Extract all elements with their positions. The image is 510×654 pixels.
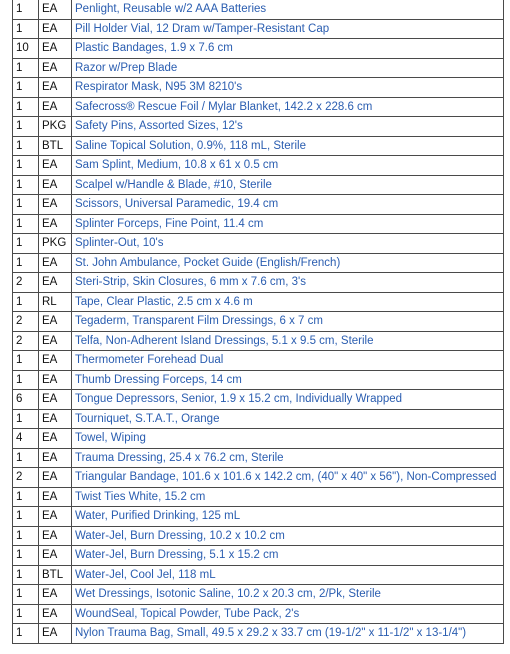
unit-cell: EA — [39, 19, 72, 39]
table-row — [13, 175, 504, 195]
unit-cell: EA — [39, 175, 72, 195]
item-link[interactable]: Steri-Strip, Skin Closures, 6 mm x 7.6 cm, 3's — [75, 276, 306, 289]
table-row — [13, 78, 504, 98]
quantity-cell: 1 — [13, 78, 39, 98]
quantity-cell: 1 — [13, 565, 39, 585]
unit-cell: EA — [39, 487, 72, 507]
unit-cell: BTL — [39, 565, 72, 585]
item-link[interactable]: Water-Jel, Burn Dressing, 5.1 x 15.2 cm — [75, 549, 279, 562]
item-link[interactable]: Scissors, Universal Paramedic, 19.4 cm — [75, 198, 279, 211]
quantity-cell: 1 — [13, 370, 39, 390]
unit-cell: EA — [39, 507, 72, 527]
table-row — [13, 370, 504, 390]
description-cell — [72, 409, 504, 429]
table-row — [13, 156, 504, 176]
item-link[interactable]: Water-Jel, Cool Jel, 118 mL — [75, 568, 216, 581]
quantity-cell: 6 — [13, 390, 39, 410]
unit-cell: EA — [39, 624, 72, 644]
description-cell — [72, 546, 504, 566]
quantity-cell: 1 — [13, 0, 39, 19]
description-cell — [72, 604, 504, 624]
item-link[interactable]: Wet Dressings, Isotonic Saline, 10.2 x 20.3 cm, 2/Pk, Sterile — [75, 588, 381, 601]
table-row — [13, 585, 504, 605]
quantity-cell: 4 — [13, 429, 39, 449]
table-row — [13, 565, 504, 585]
unit-cell: PKG — [39, 234, 72, 254]
table-row — [13, 604, 504, 624]
table-row — [13, 292, 504, 312]
table-row — [13, 624, 504, 644]
table-row — [13, 409, 504, 429]
description-cell — [72, 468, 504, 488]
description-cell — [72, 234, 504, 254]
table-row — [13, 39, 504, 59]
item-link[interactable]: St. John Ambulance, Pocket Guide (English/French) — [75, 256, 341, 269]
item-link[interactable]: Penlight, Reusable w/2 AAA Batteries — [75, 3, 267, 16]
item-link[interactable]: Sam Splint, Medium, 10.8 x 61 x 0.5 cm — [75, 159, 279, 172]
unit-cell: BTL — [39, 136, 72, 156]
table-row — [13, 468, 504, 488]
item-link[interactable]: Safety Pins, Assorted Sizes, 12's — [75, 120, 243, 133]
item-link[interactable]: Tegaderm, Transparent Film Dressings, 6 x 7 cm — [75, 315, 323, 328]
description-cell — [72, 117, 504, 137]
quantity-cell: 1 — [13, 292, 39, 312]
quantity-cell: 1 — [13, 526, 39, 546]
item-link[interactable]: Water-Jel, Burn Dressing, 10.2 x 10.2 cm — [75, 529, 285, 542]
table-row — [13, 546, 504, 566]
item-link[interactable]: Twist Ties White, 15.2 cm — [75, 490, 206, 503]
description-cell — [72, 39, 504, 59]
quantity-cell: 1 — [13, 97, 39, 117]
description-cell — [72, 78, 504, 98]
table-row — [13, 195, 504, 215]
quantity-cell: 1 — [13, 214, 39, 234]
description-cell — [72, 585, 504, 605]
description-cell — [72, 136, 504, 156]
description-cell — [72, 195, 504, 215]
quantity-cell: 1 — [13, 507, 39, 527]
unit-cell: EA — [39, 409, 72, 429]
quantity-cell: 1 — [13, 604, 39, 624]
quantity-cell: 1 — [13, 136, 39, 156]
table-row — [13, 448, 504, 468]
contents-list — [12, 0, 504, 644]
description-cell — [72, 0, 504, 19]
unit-cell: EA — [39, 546, 72, 566]
contents-table — [12, 0, 504, 644]
quantity-cell: 1 — [13, 253, 39, 273]
table-row — [13, 253, 504, 273]
unit-cell: EA — [39, 0, 72, 19]
table-row — [13, 390, 504, 410]
item-link[interactable]: Safecross® Rescue Foil / Mylar Blanket, 142.2 x 228.6 cm — [75, 100, 373, 113]
quantity-cell: 1 — [13, 487, 39, 507]
item-link[interactable]: Tape, Clear Plastic, 2.5 cm x 4.6 m — [75, 295, 253, 308]
unit-cell: EA — [39, 253, 72, 273]
item-link[interactable]: Triangular Bandage, 101.6 x 101.6 x 142.2 cm, (40" x 40" x 56"), Non-Compressed — [75, 471, 497, 484]
item-link[interactable]: Towel, Wiping — [75, 432, 146, 445]
unit-cell: EA — [39, 468, 72, 488]
description-cell — [72, 429, 504, 449]
description-cell — [72, 312, 504, 332]
description-cell — [72, 487, 504, 507]
table-row — [13, 19, 504, 39]
table-row — [13, 273, 504, 293]
table-row — [13, 487, 504, 507]
table-row — [13, 0, 504, 19]
table-row — [13, 312, 504, 332]
quantity-cell: 2 — [13, 273, 39, 293]
quantity-cell: 1 — [13, 195, 39, 215]
item-link[interactable]: Respirator Mask, N95 3M 8210's — [75, 81, 243, 94]
description-cell — [72, 253, 504, 273]
table-row — [13, 507, 504, 527]
quantity-cell: 1 — [13, 448, 39, 468]
item-link[interactable]: Telfa, Non-Adherent Island Dressings, 5.1 x 9.5 cm, Sterile — [75, 334, 374, 347]
item-link[interactable]: Razor w/Prep Blade — [75, 61, 178, 74]
quantity-cell: 1 — [13, 156, 39, 176]
item-link[interactable]: Water, Purified Drinking, 125 mL — [75, 510, 241, 523]
unit-cell: EA — [39, 351, 72, 371]
description-cell — [72, 565, 504, 585]
unit-cell: EA — [39, 97, 72, 117]
description-cell — [72, 526, 504, 546]
item-link[interactable]: Splinter-Out, 10's — [75, 237, 164, 250]
unit-cell: EA — [39, 526, 72, 546]
item-link[interactable]: Thermometer Forehead Dual — [75, 354, 224, 367]
quantity-cell: 2 — [13, 468, 39, 488]
item-link[interactable]: Nylon Trauma Bag, Small, 49.5 x 29.2 x 33.7 cm (19-1/2" x 11-1/2" x 13-1/4") — [75, 627, 467, 640]
quantity-cell: 2 — [13, 331, 39, 351]
description-cell — [72, 19, 504, 39]
description-cell — [72, 390, 504, 410]
unit-cell: EA — [39, 58, 72, 78]
item-link[interactable]: Splinter Forceps, Fine Point, 11.4 cm — [75, 217, 264, 230]
contents-table-body — [13, 0, 504, 643]
item-link[interactable]: Pill Holder Vial, 12 Dram w/Tamper-Resistant Cap — [75, 22, 330, 35]
unit-cell: EA — [39, 195, 72, 215]
item-link[interactable]: Tourniquet, S.T.A.T., Orange — [75, 412, 220, 425]
description-cell — [72, 448, 504, 468]
description-cell — [72, 58, 504, 78]
quantity-cell: 1 — [13, 624, 39, 644]
item-link[interactable]: Saline Topical Solution, 0.9%, 118 mL, Sterile — [75, 139, 306, 152]
table-row — [13, 214, 504, 234]
unit-cell: EA — [39, 585, 72, 605]
unit-cell: EA — [39, 156, 72, 176]
unit-cell: EA — [39, 39, 72, 59]
table-row — [13, 117, 504, 137]
unit-cell: EA — [39, 312, 72, 332]
table-row — [13, 97, 504, 117]
description-cell — [72, 156, 504, 176]
quantity-cell: 1 — [13, 19, 39, 39]
description-cell — [72, 351, 504, 371]
item-link[interactable]: Scalpel w/Handle & Blade, #10, Sterile — [75, 178, 272, 191]
description-cell — [72, 370, 504, 390]
table-row — [13, 526, 504, 546]
item-link[interactable]: Tongue Depressors, Senior, 1.9 x 15.2 cm, Individually Wrapped — [75, 393, 403, 406]
quantity-cell: 2 — [13, 312, 39, 332]
quantity-cell: 1 — [13, 546, 39, 566]
table-row — [13, 429, 504, 449]
quantity-cell: 1 — [13, 234, 39, 254]
unit-cell: EA — [39, 429, 72, 449]
quantity-cell: 1 — [13, 117, 39, 137]
unit-cell: EA — [39, 78, 72, 98]
unit-cell: PKG — [39, 117, 72, 137]
quantity-cell: 1 — [13, 585, 39, 605]
unit-cell: RL — [39, 292, 72, 312]
table-row — [13, 136, 504, 156]
unit-cell: EA — [39, 370, 72, 390]
quantity-cell: 1 — [13, 175, 39, 195]
quantity-cell: 10 — [13, 39, 39, 59]
unit-cell: EA — [39, 448, 72, 468]
description-cell — [72, 175, 504, 195]
description-cell — [72, 292, 504, 312]
description-cell — [72, 97, 504, 117]
description-cell — [72, 331, 504, 351]
item-link[interactable]: WoundSeal, Topical Powder, Tube Pack, 2's — [75, 607, 300, 620]
item-link[interactable]: Plastic Bandages, 1.9 x 7.6 cm — [75, 42, 233, 55]
quantity-cell: 1 — [13, 58, 39, 78]
table-row — [13, 331, 504, 351]
description-cell — [72, 507, 504, 527]
table-row — [13, 58, 504, 78]
unit-cell: EA — [39, 214, 72, 234]
unit-cell: EA — [39, 331, 72, 351]
unit-cell: EA — [39, 273, 72, 293]
item-link[interactable]: Thumb Dressing Forceps, 14 cm — [75, 373, 242, 386]
unit-cell: EA — [39, 390, 72, 410]
description-cell — [72, 214, 504, 234]
description-cell — [72, 624, 504, 644]
description-cell — [72, 273, 504, 293]
unit-cell: EA — [39, 604, 72, 624]
item-link[interactable]: Trauma Dressing, 25.4 x 76.2 cm, Sterile — [75, 451, 284, 464]
quantity-cell: 1 — [13, 409, 39, 429]
quantity-cell: 1 — [13, 351, 39, 371]
table-row — [13, 234, 504, 254]
table-row — [13, 351, 504, 371]
